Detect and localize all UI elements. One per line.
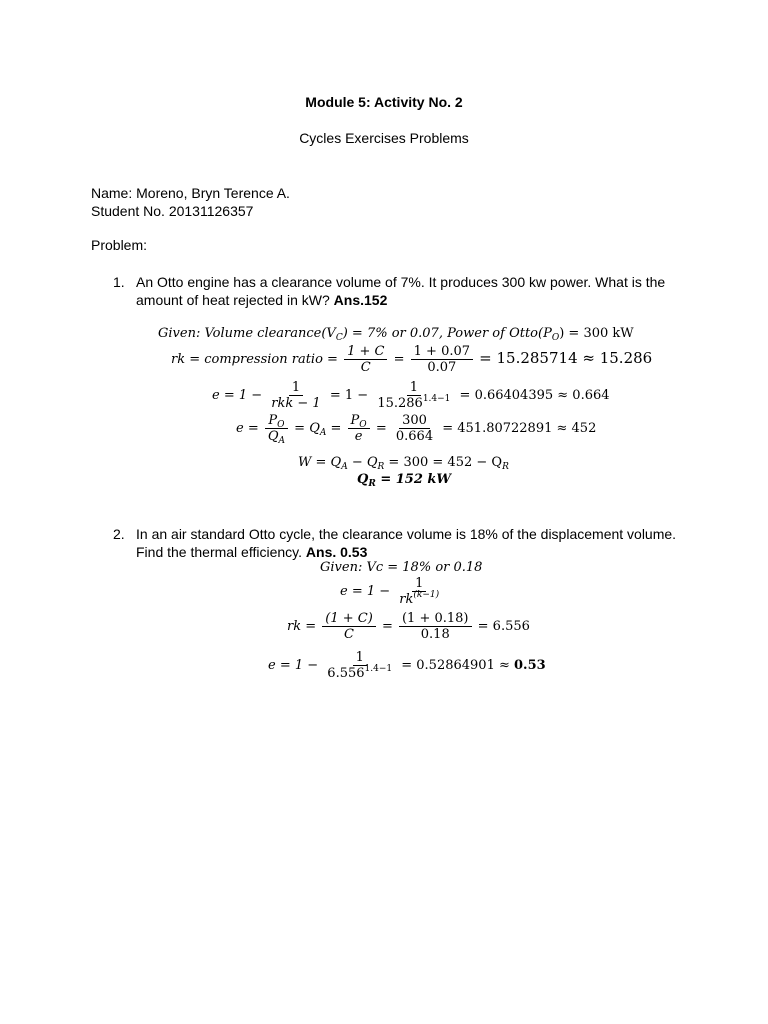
p1-efficiency-1: e = 1 − $\frac{1}{\text{rkk − 1}}$ = 1 − $\frac{1}{15.286^{1.4-1}}$ = 0.66404395 ≈ 0.664 [212,380,610,411]
problem-2-answer: Ans. 0.53 [305,544,368,560]
p2-given: Given: Vc = 18% or 0.18 [320,560,483,575]
student-name: Name: Moreno, Bryn Terence A. [91,185,290,201]
problem-1-number: 1. [113,274,125,290]
page-title: Module 5: Activity No. 2 [305,94,463,110]
student-number: Student No. 20131126357 [91,203,254,219]
p1-final-answer: $Q_R = 152$ kW [357,472,452,489]
p2-efficiency-result: e = 1 − $\frac{1}{6.556^{1.4-1}}$ = 0.52864901 ≈ 0.53 [268,650,546,681]
p1-compression-ratio: rk = compression ratio = $\frac{1 + C}{C}$ = $\frac{1 + 0.07}{0.07}$ = 15.285714 ≈ 15.286 [171,344,653,375]
problem-2-number: 2. [113,526,125,542]
p1-work-equation: $W = Q_A - Q_R = 300 = 452 - Q_R$ [298,455,509,472]
problem-2-text: In an air standard Otto cycle, the clearance volume is 18% of the displacement volume. Find the thermal efficiency. Ans. 0.53 [136,526,677,560]
page-subtitle: Cycles Exercises Problems [299,130,469,146]
problem-1-text: An Otto engine has a clearance volume of 7%. It produces 300 kw power. What is the amount of heat rejected in kW? Ans.152 [136,274,666,308]
problem-heading: Problem: [91,237,148,253]
problem-1-answer: Ans.152 [333,292,388,308]
p1-efficiency-2: e = $\frac{P_O}{Q_A}$ = $Q_A$ = $\frac{P_O}{e}$ = $\frac{300}{0.664}$ = 451.80722891 ≈ 452 [236,413,597,446]
p1-given: Given: Volume $clearance(V_C) = 7\%$ or 0.07, Power of $Otto(P_O) = 300$ kW [158,326,634,343]
p2-compression-ratio: rk = $\frac{(1 + C)}{C}$ = $\frac{(1 + 0.18)}{0.18}$ = 6.556 [287,611,530,642]
p2-efficiency-formula: e = 1 − $\frac{1}{rk^{(k-1)}}$ [340,576,440,607]
